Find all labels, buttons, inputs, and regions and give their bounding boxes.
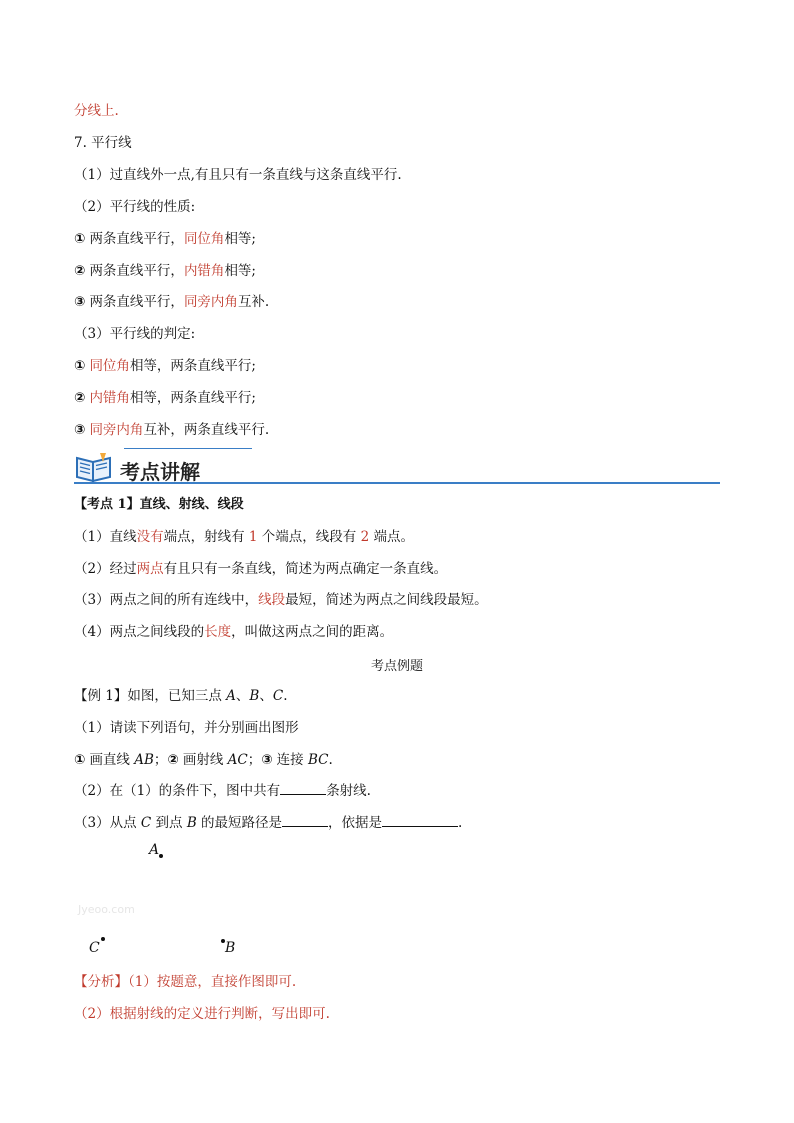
text-line: （1）请读下列语句，并分别画出图形 — [74, 720, 299, 736]
text: 个端点，线段有 — [257, 529, 361, 545]
list-item — [74, 293, 269, 311]
highlight: 同位角 — [89, 358, 130, 374]
header-rule — [74, 482, 720, 484]
text-line — [74, 166, 402, 184]
highlight: 内错角 — [183, 263, 225, 279]
var: A — [226, 688, 236, 704]
section-heading — [74, 134, 132, 152]
highlight: 2 — [360, 529, 370, 545]
text: . — [328, 752, 333, 768]
header-top-rule — [124, 448, 252, 449]
highlight: 长度 — [204, 624, 232, 640]
var: C — [272, 688, 284, 704]
text: 的最短路径是 — [196, 815, 283, 831]
circled-three-icon: ③ — [74, 422, 86, 438]
point-c-label: C — [89, 940, 100, 956]
text: ； — [153, 752, 168, 768]
analysis-line: （2）根据射线的定义进行判断，写出即可. — [74, 1006, 330, 1022]
text: 连接 — [276, 752, 308, 768]
circled-one-icon: ① — [74, 231, 86, 247]
text: 相等; — [224, 263, 256, 279]
text-line — [74, 560, 447, 578]
circled-two-icon: ② — [74, 390, 86, 406]
text: 最短，简述为两点之间线段最短。 — [285, 592, 488, 608]
text: ； — [247, 752, 262, 768]
circled-two-icon: ② — [167, 752, 179, 768]
text-line — [74, 325, 195, 343]
var: AC — [227, 752, 248, 768]
point-b-label: B — [225, 940, 236, 956]
text: （3）从点 — [74, 815, 141, 831]
watermark: Jyeoo.com — [78, 903, 135, 916]
answer-blank[interactable] — [282, 814, 328, 827]
circled-one-icon: ① — [74, 752, 86, 768]
text: 互补. — [237, 294, 270, 310]
circled-two-icon: ② — [74, 263, 86, 279]
text: ，依据是 — [328, 815, 383, 831]
var: B — [249, 688, 260, 704]
text-line — [74, 102, 119, 120]
highlight: 同位角 — [183, 231, 225, 247]
text: 【例 1】如图，已知三点 — [74, 688, 227, 704]
text: 两条直线平行， — [89, 294, 184, 310]
text: 互补，两条直线平行. — [143, 422, 270, 438]
point-c-dot — [101, 937, 105, 941]
highlight: 同旁内角 — [89, 422, 144, 438]
text: 有且只有一条直线，简述为两点确定一条直线。 — [163, 561, 448, 577]
text: 端点。 — [369, 529, 414, 545]
list-item — [74, 421, 269, 439]
text: 分线上. — [74, 103, 119, 119]
text-line — [74, 751, 333, 769]
text: 、 — [259, 688, 273, 704]
text: 、 — [235, 688, 250, 704]
point-a-label: A — [149, 842, 160, 858]
list-item — [74, 357, 256, 375]
analysis-line — [74, 973, 296, 991]
var: B — [186, 815, 197, 831]
text: （3）两点之间的所有连线中， — [74, 592, 259, 608]
list-item — [74, 389, 256, 407]
text-line — [74, 198, 195, 216]
text: （1）过直线外一点,有且只有一条直线与这条直线平行. — [74, 167, 402, 183]
list-item — [74, 230, 256, 248]
text: . — [458, 815, 463, 831]
example-title — [74, 687, 287, 705]
text-line — [74, 782, 371, 800]
text: 相等，两条直线平行; — [129, 390, 256, 406]
text: （2）经过 — [74, 561, 137, 577]
text: 相等; — [224, 231, 256, 247]
highlight: 内错角 — [89, 390, 130, 406]
var: AB — [134, 752, 154, 768]
var: BC — [307, 752, 329, 768]
text-line — [74, 623, 393, 641]
point-a-dot — [159, 854, 163, 858]
text: （1）按题意，直接作图即可. — [128, 974, 297, 990]
circled-three-icon: ③ — [261, 752, 273, 768]
text: ，叫做这两点之间的距离。 — [231, 624, 394, 640]
text: 端点，射线有 — [163, 529, 249, 545]
answer-blank[interactable] — [280, 782, 326, 795]
circled-one-icon: ① — [74, 358, 86, 374]
text: . — [283, 688, 288, 704]
highlight: 没有 — [136, 529, 164, 545]
kp-title: 【考点 1】直线、射线、线段 — [74, 497, 244, 512]
text: （2）平行线的性质: — [74, 199, 196, 215]
text: 相等，两条直线平行; — [129, 358, 256, 374]
text: （4）两点之间线段的 — [74, 624, 205, 640]
section-title: 考点讲解 — [120, 460, 200, 484]
list-item — [74, 262, 256, 280]
highlight: 1 — [248, 529, 258, 545]
text-line — [74, 591, 488, 609]
text: 两条直线平行， — [89, 231, 184, 247]
text-line — [74, 528, 414, 546]
highlight: 同旁内角 — [183, 294, 238, 310]
text: （1）直线 — [74, 529, 137, 545]
book-icon — [74, 450, 114, 484]
highlight: 线段 — [258, 592, 286, 608]
var: C — [140, 815, 152, 831]
section-header — [74, 448, 720, 488]
text: 画直线 — [89, 752, 135, 768]
analysis-label: 【分析】 — [74, 974, 128, 990]
circled-three-icon: ③ — [74, 294, 86, 310]
text: 到点 — [151, 815, 187, 831]
text: （3）平行线的判定: — [74, 326, 196, 342]
text: 两条直线平行， — [89, 263, 184, 279]
text: 7. 平行线 — [74, 135, 132, 151]
answer-blank[interactable] — [382, 814, 458, 827]
text: （2）在（1）的条件下，图中共有 — [74, 783, 281, 799]
text: 条射线. — [326, 783, 371, 799]
text: 画射线 — [182, 752, 228, 768]
examples-heading: 考点例题 — [370, 659, 423, 674]
highlight: 两点 — [136, 561, 164, 577]
text-line — [74, 814, 462, 832]
